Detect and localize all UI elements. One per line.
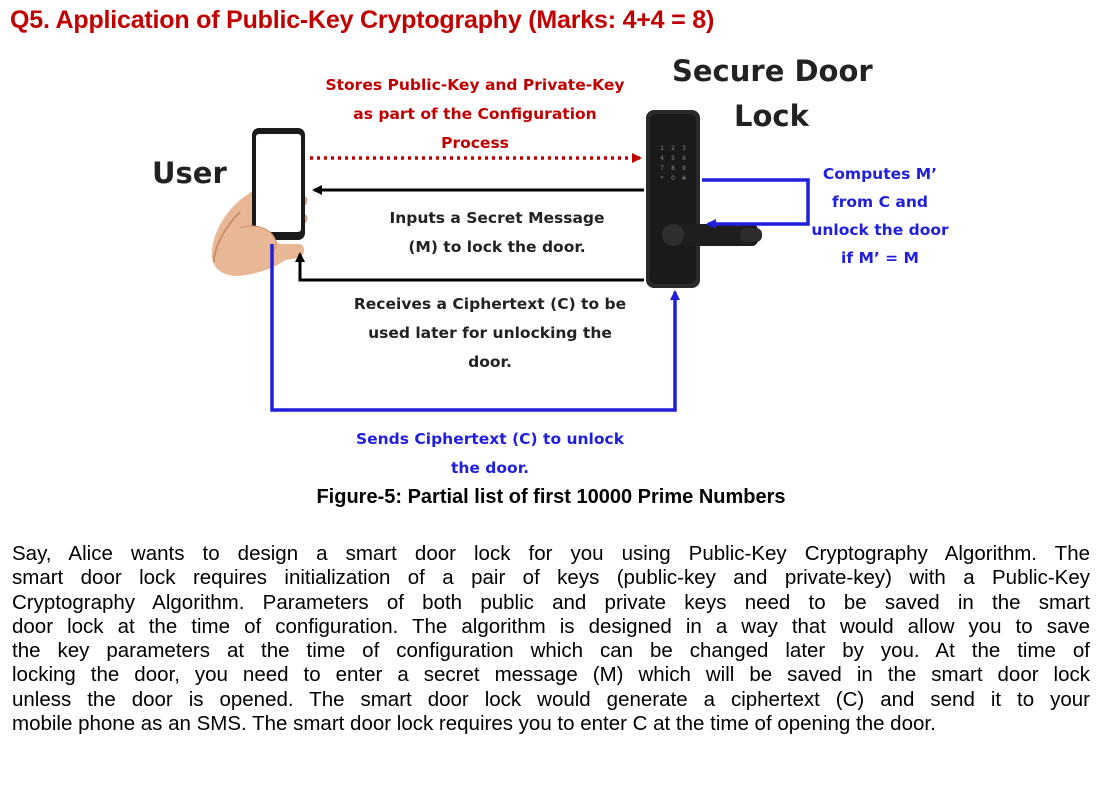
receive-ciphertext-line-2: used later for unlocking the bbox=[368, 324, 612, 342]
receive-ciphertext-label bbox=[330, 290, 650, 377]
user-label: User bbox=[152, 156, 227, 190]
input-message-line-1: Inputs a Secret Message bbox=[389, 209, 605, 227]
question-paragraph bbox=[12, 542, 1090, 736]
store-keys-line-1: Stores Public-Key and Private-Key bbox=[325, 76, 625, 94]
keypad-digit: 1 bbox=[660, 145, 664, 152]
paragraph-line-2: smart door lock requires initialization of a pair of keys (public-key and private-key) with a Public-Key bbox=[12, 566, 1090, 590]
lock-label-line2: Lock bbox=[734, 99, 809, 133]
keypad-digit: 0 bbox=[671, 175, 675, 182]
paragraph-line-4: door lock at the time of configuration. The algorithm is designed in a way that would allow you to save bbox=[12, 614, 1090, 638]
keypad-digit: 9 bbox=[682, 165, 686, 172]
keypad-digit: 7 bbox=[660, 165, 664, 172]
compute-loop-arrow bbox=[702, 180, 808, 224]
keypad-digit: 6 bbox=[682, 155, 686, 162]
question-title: Q5. Application of Public-Key Cryptography (Marks: 4+4 = 8) bbox=[10, 6, 715, 34]
store-keys-line-2: as part of the Configuration bbox=[353, 105, 597, 123]
store-keys-line-3: Process bbox=[441, 134, 509, 152]
send-ciphertext-line-1: Sends Ciphertext (C) to unlock bbox=[355, 430, 625, 448]
keypad-digit: 3 bbox=[682, 145, 686, 152]
hand-with-phone-icon bbox=[212, 128, 307, 276]
lock-label-line1: Secure Door bbox=[672, 54, 873, 88]
computes-line-3: unlock the door bbox=[811, 221, 949, 239]
paragraph-line-3: Cryptography Algorithm. Parameters of both public and private keys need to be saved in the smart bbox=[12, 590, 1090, 614]
input-message-label bbox=[352, 204, 642, 262]
computes-line-2: from C and bbox=[832, 193, 928, 211]
keypad-digit: 2 bbox=[671, 145, 675, 152]
store-keys-label bbox=[300, 71, 650, 158]
computes-line-4: if M’ = M bbox=[841, 249, 919, 267]
send-ciphertext-label bbox=[330, 425, 650, 483]
computes-label bbox=[800, 160, 960, 272]
keypad-digit: # bbox=[681, 175, 687, 182]
keypad-digit: 8 bbox=[671, 165, 675, 172]
paragraph-line-6: locking the door, you need to enter a secret message (M) which will be saved in the smart door lock bbox=[12, 663, 1090, 687]
paragraph-line-7: unless the door is opened. The smart door lock would generate a ciphertext (C) and send it to your bbox=[12, 687, 1090, 711]
send-ciphertext-line-2: the door. bbox=[450, 459, 530, 477]
paragraph-line-1: Say, Alice wants to design a smart door lock for you using Public-Key Cryptography Algorithm. The bbox=[12, 542, 1090, 565]
paragraph-line-8: mobile phone as an SMS. The smart door lock requires you to enter C at the time of opening the door. bbox=[12, 712, 936, 736]
receive-ciphertext-line-1: Receives a Ciphertext (C) to be bbox=[353, 295, 627, 313]
computes-line-1: Computes M’ bbox=[822, 165, 938, 183]
keypad-digit: 5 bbox=[671, 155, 675, 162]
door-lock-icon bbox=[646, 110, 762, 288]
figure-caption: Figure-5: Partial list of first 10000 Prime Numbers bbox=[316, 486, 786, 508]
paragraph-line-5: the key parameters at the time of configuration which can be changed later by you. At the time of bbox=[12, 639, 1090, 663]
keypad-digit: * bbox=[660, 175, 664, 182]
receive-ciphertext-line-3: door. bbox=[468, 353, 512, 371]
input-message-line-2: (M) to lock the door. bbox=[408, 238, 586, 256]
keypad-digit: 4 bbox=[660, 155, 664, 162]
